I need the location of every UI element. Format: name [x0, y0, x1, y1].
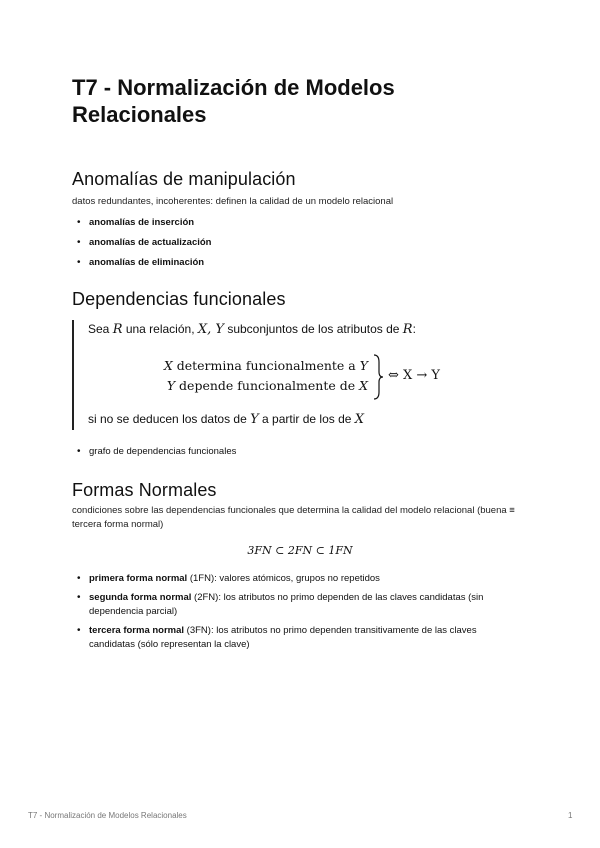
list-item: • anomalías de inserción — [72, 216, 212, 230]
quote-line-2: si no se deducen los datos de Y a partir de los de X — [88, 412, 365, 427]
equivalence: ⇔ X → Y — [388, 368, 441, 383]
list-item: • segunda forma normal (2FN): los atributos no primo dependen de las claves candidatas (sin dependencia parcial) — [72, 591, 512, 619]
list-item: • grafo de dependencias funcionales — [72, 445, 236, 459]
dependencias-list — [72, 445, 236, 459]
anomalias-list — [72, 216, 212, 270]
section-heading-dependencias: Dependencias funcionales — [72, 289, 286, 309]
right-brace — [372, 354, 384, 400]
list-item: • anomalías de eliminación — [72, 256, 212, 270]
formas-list — [72, 572, 512, 652]
equation-left: X determina funcionalmente a Y Y depende funcionalmente de X — [163, 358, 368, 393]
anomalias-intro: datos redundantes, incoherentes: definen la calidad de un modelo relacional — [72, 196, 394, 207]
page-footer: T7 - Normalización de Modelos Relacionales — [28, 811, 187, 820]
normal-forms-formula: 3FN ⊂ 2FN ⊂ 1FN — [247, 544, 353, 557]
section-heading-formas: Formas Normales — [72, 480, 217, 500]
list-item: • tercera forma normal (3FN): los atributos no primo dependen transitivamente de las claves candidatas (sólo representan la clave) — [72, 624, 512, 652]
definition-blockquote — [72, 320, 530, 430]
formas-intro: condiciones sobre las dependencias funcionales que determina la calidad del modelo relacional (buena ≡ tercera forma normal) — [72, 505, 515, 530]
list-item: • anomalías de actualización — [72, 236, 212, 250]
page-number: 1 — [568, 811, 573, 820]
page-title: T7 - Normalización de Modelos Relacionales — [72, 75, 395, 127]
section-heading-anomalias: Anomalías de manipulación — [72, 169, 296, 189]
list-item: • primera forma normal (1FN): valores atómicos, grupos no repetidos — [72, 572, 512, 586]
quote-line-1: Sea R una relación, X, Y subconjuntos de los atributos de R: — [88, 322, 416, 337]
